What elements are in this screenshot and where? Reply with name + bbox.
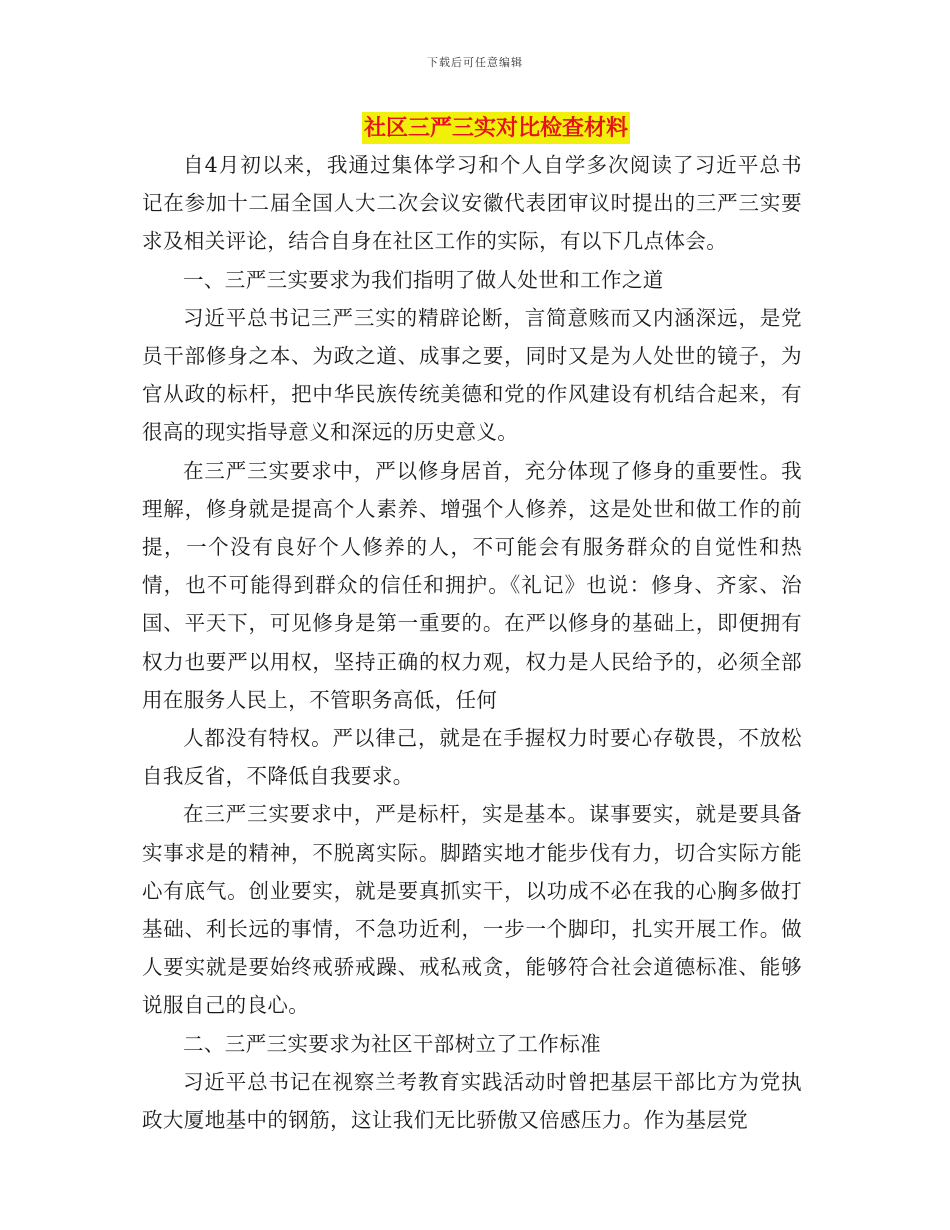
section-heading-1: 一、三严三实要求为我们指明了做人处世和工作之道 [183, 267, 664, 292]
paragraph: 习近平总书记在视察兰考教育实践活动时曾把基层干部比方为党执政大厦地基中的钢筋，这让我们无比骄傲又倍感压力。作为基层党 [142, 1069, 802, 1133]
paragraph: 在三严三实要求中，严以修身居首，充分体现了修身的重要性。我理解，修身就是提高个人素养、增强个人修养，这是处世和做工作的前提，一个没有良好个人修养的人，不可能会有服务群众的自觉性和热情，也不可能得到群众的信任和拥护。《礼记》也说：修身、齐家、治国、平天下，可见修身是第一重要的。在严以修身的基础上，即便拥有权力也要严以用权，坚持正确的权力观，权力是人民给予的，必须全部用在服务人民上，不管职务高低，任何 [142, 458, 802, 712]
title-wrapper [0, 112, 950, 144]
section-heading-2: 二、三严三实要求为社区干部树立了工作标准 [183, 1031, 601, 1056]
document-title: 社区三严三实对比检查材料 [362, 112, 630, 144]
document-body [142, 146, 802, 1139]
paragraph: 习近平总书记三严三实的精辟论断，言简意赅而又内涵深远，是党员干部修身之本、为政之道、成事之要，同时又是为人处世的镜子，为官从政的标杆，把中华民族传统美德和党的作风建设有机结合起来，有很高的现实指导意义和深远的历史意义。 [142, 305, 802, 445]
page-header: 下载后可任意编辑 [427, 56, 523, 69]
paragraph-intro: 自4月初以来，我通过集体学习和个人自学多次阅读了习近平总书记在参加十二届全国人大二次会议安徽代表团审议时提出的三严三实要求及相关评论，结合自身在社区工作的实际，有以下几点体会。 [142, 153, 802, 254]
paragraph: 在三严三实要求中，严是标杆，实是基本。谋事要实，就是要具备实事求是的精神，不脱离实际。脚踏实地才能步伐有力，切合实际方能心有底气。创业要实，就是要真抓实干，以功成不必在我的心胸多做打基础、利长远的事情，不急功近利，一步一个脚印，扎实开展工作。做人要实就是要始终戒骄戒躁、戒私戒贪，能够符合社会道德标准、能够说服自己的良心。 [142, 802, 802, 1018]
paragraph: 人都没有特权。严以律己，就是在手握权力时要心存敬畏，不放松自我反省，不降低自我要求。 [142, 726, 802, 789]
